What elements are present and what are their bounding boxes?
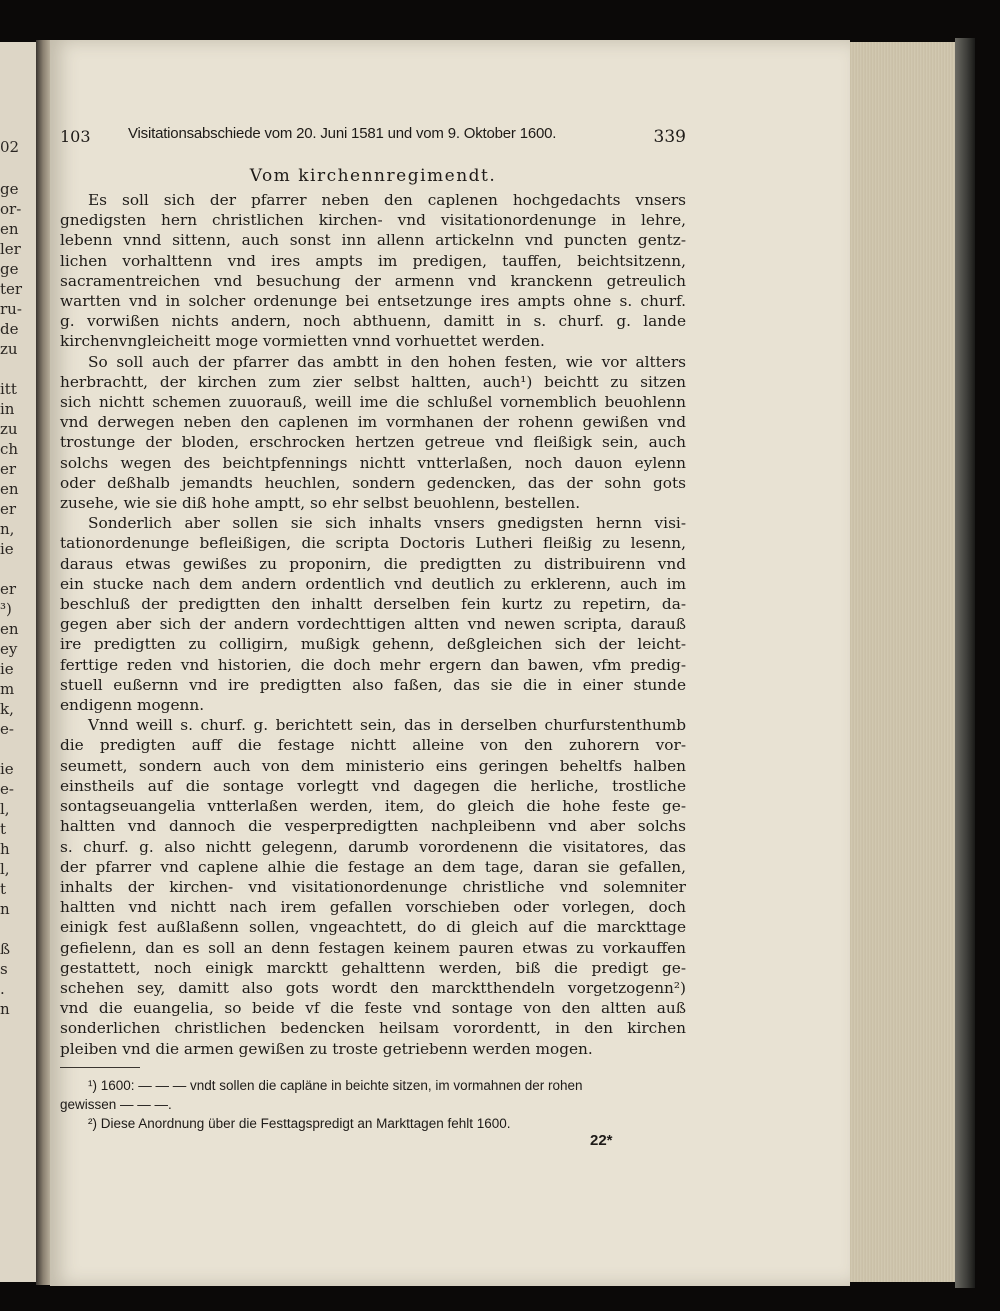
facing-page-text-fragment: ie xyxy=(0,660,14,678)
facing-page-text-fragment: en xyxy=(0,620,19,638)
facing-page-text-fragment: ie xyxy=(0,760,14,778)
facing-page-text-fragment: de xyxy=(0,320,19,338)
text-line: stuell eußernn vnd ire predigtten also faßen, das sie die in einer stunde xyxy=(60,675,686,694)
text-line: einigk fest außlaßenn sollen, vngeachtett, do di gleich auf die marckttage xyxy=(60,918,686,937)
facing-page-text-fragment: or- xyxy=(0,200,22,218)
facing-page-text-fragment: l, xyxy=(0,860,10,878)
facing-page-text-fragment: 02 xyxy=(0,138,20,156)
footnotes xyxy=(60,1076,686,1133)
text-line: endigenn mogenn. xyxy=(60,696,205,715)
facing-page-text-fragment: k, xyxy=(0,700,14,718)
text-line: die predigten auff die festage nichtt alleine von den zuhorern vor- xyxy=(60,736,686,755)
facing-page-text-fragment: s xyxy=(0,960,8,978)
facing-page-text-fragment: m xyxy=(0,680,15,698)
text-line: g. vorwißen nichts andern, noch abthuenn, damitt in s. churf. g. lande xyxy=(60,312,686,331)
text-line: beschluß der predigtten den inhaltt derselben fein kurtz zu repetirn, da- xyxy=(60,595,686,614)
text-line: Vnnd weill s. churf. g. berichtett sein, das in derselben churfurstenthumb xyxy=(88,716,686,735)
facing-page-text-fragment: ru- xyxy=(0,300,22,318)
facing-page-text-fragment: zu xyxy=(0,420,18,438)
footnote-rule xyxy=(60,1067,140,1068)
facing-page-text-fragment: e- xyxy=(0,780,14,798)
facing-page-text-fragment: ey xyxy=(0,640,18,658)
text-line: sonderlichen christlichen bedencken heilsam vorordentt, in den kirchen xyxy=(60,1019,686,1038)
facing-page-text-fragment: t xyxy=(0,880,7,898)
section-title: Vom kirchennregimendt. xyxy=(249,166,497,186)
text-line: s. churf. g. also nichtt gelegenn, darumb vorordenenn die visitatores, das xyxy=(60,837,686,856)
text-line: haltten vnd nichtt nach irem gefallen vorschieben oder vorlegen, doch xyxy=(60,898,686,917)
text-line: pleiben vnd die armen gewißen zu troste getriebenn werden mogen. xyxy=(60,1039,593,1058)
facing-page-text-fragment: ge xyxy=(0,180,19,198)
facing-page-text-fragment: en xyxy=(0,220,19,238)
page-number-right: 339 xyxy=(653,127,686,147)
text-line: Sonderlich aber sollen sie sich inhalts vnsers gnedigsten hernn visi- xyxy=(88,514,686,533)
text-line: zusehe, wie sie diß hohe amptt, so ehr selbst beuohlenn, bestellen. xyxy=(60,494,581,513)
facing-page-text-fragment: t xyxy=(0,820,7,838)
book-cover-edge xyxy=(955,38,975,1288)
text-line: schehen sey, damitt also gots wordt den marcktthendeln vorgetzogenn²) xyxy=(60,978,686,997)
facing-page-text-fragment: h xyxy=(0,840,10,858)
text-line: gestattett, noch einigk marcktt gehalttenn werden, biß die predigt ge- xyxy=(60,958,686,977)
text-line: So soll auch der pfarrer das ambtt in den hohen festen, wie vor altters xyxy=(88,352,686,371)
text-line: kirchenvngleicheitt moge vormietten vnnd vorhuettet werden. xyxy=(60,332,545,351)
text-line: sontagseuangelia vntterlaßen werden, item, do gleich die hohe feste ge- xyxy=(60,797,686,816)
text-line: oder deßhalb jemandts heuchlen, sondern gedencken, das der sohn gots xyxy=(60,473,686,492)
facing-page-text-fragment: ³) xyxy=(0,600,12,618)
facing-page-text-fragment: er xyxy=(0,500,17,518)
text-line: ire predigtten zu colligirn, mußigk gehenn, deßgleichen sich der leicht- xyxy=(60,635,686,654)
facing-page-text-fragment: ie xyxy=(0,540,14,558)
facing-page-text-fragment: ß xyxy=(0,940,11,958)
facing-page-fragment xyxy=(0,42,38,1282)
facing-page-text-fragment: ler xyxy=(0,240,21,258)
text-line: ferttige reden vnd historien, die doch mehr ergern dan bawen, vfm predig- xyxy=(60,655,686,674)
facing-page-text-fragment: n, xyxy=(0,520,15,538)
facing-page-text-fragment: ter xyxy=(0,280,23,298)
facing-page-text-fragment: ch xyxy=(0,440,19,458)
facing-page-text-fragment: zu xyxy=(0,340,18,358)
page-header xyxy=(60,125,686,151)
facing-page-text-fragment: n xyxy=(0,900,10,918)
text-line: trostunge der bloden, erschrocken hertzen getreue vnd fleißigk sein, auch xyxy=(60,433,686,452)
text-line: wartten vnd in solcher ordenunge bei entsetzunge ires ampts ohne s. churf. xyxy=(60,292,686,311)
text-line: seumett, sondern auch von dem ministerio eins geringen beheltfs halben xyxy=(60,756,686,775)
facing-page-text-fragment: er xyxy=(0,580,17,598)
text-line: solchs wegen des beichtpfennings nichtt vntterlaßen, noch dauon eylenn xyxy=(60,453,686,472)
text-line: daraus etwas gewißes zu proponirn, die predigtten zu distribuirenn vnd xyxy=(60,554,686,573)
facing-page-text-fragment: en xyxy=(0,480,19,498)
page-number-left: 103 xyxy=(60,127,91,146)
text-line: sich nichtt schemen zuuorauß, weill ime die schlußel vornemblich beuohlenn xyxy=(60,393,686,412)
text-line: sacramentreichen vnd besuchung der armenn vnd kranckenn getreulich xyxy=(60,271,686,290)
text-line: vnd die euangelia, so beide vf die feste vnd sontage von den altten auß xyxy=(60,999,686,1018)
text-line: Es soll sich der pfarrer neben den caplenen hochgedachts vnsers xyxy=(88,191,686,209)
text-line: gegen aber sich der andern vordechttigen altten vnd newen scripta, darauß xyxy=(60,615,686,634)
facing-page-text-fragment: . xyxy=(0,980,5,998)
facing-page-text-fragment: e- xyxy=(0,720,14,738)
text-line: inhalts der kirchen- vnd visitationordenunge christliche vnd solemniter xyxy=(60,877,686,896)
text-line: herbrachtt, der kirchen zum zier selbst haltten, auch¹) beichtt zu sitzen xyxy=(60,372,686,391)
text-line: lichen vorhalttenn vnd ires ampts im predigen, tauffen, beichtsitzenn, xyxy=(60,251,686,270)
facing-page-text-fragment: l, xyxy=(0,800,10,818)
page-edges xyxy=(848,42,960,1282)
text-line: tationordenunge befleißigen, die scripta Doctoris Lutheri fleißig zu lesenn, xyxy=(60,534,686,553)
facing-page-text-fragment: ge xyxy=(0,260,19,278)
footnote-line: ¹) 1600: — — — vndt sollen die capläne in beichte sitzen, im vormahnen der rohen xyxy=(88,1078,583,1093)
text-line: vnd derwegen neben den caplenen im vormhanen der rohenn gewißen vnd xyxy=(60,413,686,432)
text-line: lebenn vnnd sittenn, auch sonst inn allenn artickelnn vnd puncten gentz- xyxy=(60,231,686,250)
text-line: gnedigsten hern christlichen kirchen- vnd visitationordenunge in lehre, xyxy=(60,211,686,230)
text-line: der pfarrer vnd caplene alhie die festage an dem tage, daran sie gefallen, xyxy=(60,857,686,876)
footnote-line: gewissen — — —. xyxy=(60,1097,172,1112)
text-line: gefielenn, dan es soll an denn festagen keinem pauren etwas zu vorkauffen xyxy=(60,938,686,957)
text-line: ein stucke nach dem andern ordentlich vnd deutlich zu erklerenn, auch im xyxy=(60,574,686,593)
facing-page-text-fragment: in xyxy=(0,400,15,418)
text-line: einstheils auf die sontage vorlegtt vnd dagegen die herliche, trostliche xyxy=(60,776,686,795)
signature-mark: 22* xyxy=(590,1132,613,1149)
running-title: Visitationsabschiede vom 20. Juni 1581 und vom 9. Oktober 1600. xyxy=(128,125,557,142)
facing-page-text-fragment: n xyxy=(0,1000,10,1018)
footnote-line: ²) Diese Anordnung über die Festtagspredigt an Markttagen fehlt 1600. xyxy=(88,1116,511,1131)
facing-page-text-fragment: er xyxy=(0,460,17,478)
body-text xyxy=(60,190,686,1059)
text-line: haltten vnd dannoch die vesperpredigtten nachpleibenn vnd aber solchs xyxy=(60,817,686,836)
facing-page-text-fragment: itt xyxy=(0,380,17,398)
